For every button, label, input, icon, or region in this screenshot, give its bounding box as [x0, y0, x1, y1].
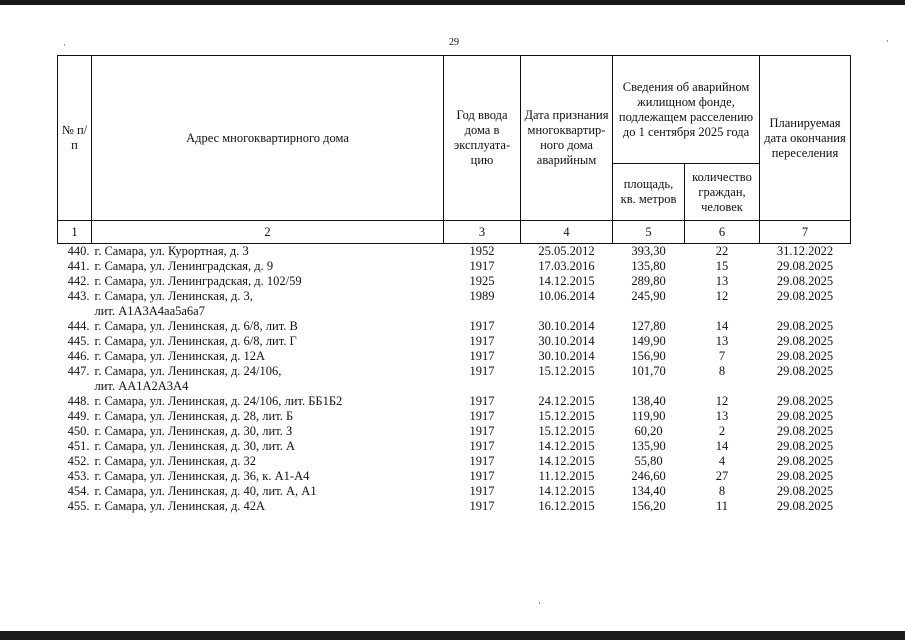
- header-area: площадь, кв. метров: [613, 164, 685, 221]
- row-people: 13: [715, 334, 729, 348]
- row-plan-date: 29.08.2025: [776, 349, 834, 363]
- row-date: 30.10.2014: [538, 319, 595, 333]
- row-number: 442.: [67, 274, 90, 288]
- row-year: 1917: [469, 364, 495, 378]
- row-address: [92, 289, 444, 319]
- table-row: [58, 469, 851, 484]
- row-number: 445.: [67, 334, 90, 348]
- row-year: 1917: [469, 394, 495, 408]
- row-people: 14: [715, 319, 729, 333]
- row-people: 27: [715, 469, 729, 483]
- table-row: [58, 499, 851, 514]
- bottom-scan-border: [0, 631, 905, 640]
- row-area: 127,80: [631, 319, 666, 333]
- scan-speck-right: ·: [886, 36, 889, 46]
- table-row: [58, 439, 851, 454]
- row-date: 16.12.2015: [538, 499, 595, 513]
- row-year: 1989: [469, 289, 495, 303]
- column-number: 1: [58, 221, 92, 244]
- row-plan-date: 31.12.2022: [776, 244, 834, 258]
- row-year: 1917: [469, 484, 495, 498]
- row-year: 1917: [469, 454, 495, 468]
- row-number: 440.: [67, 244, 90, 258]
- row-year: 1925: [469, 274, 495, 288]
- header-date: Дата признания многоквартир-ного дома аварийным: [521, 56, 613, 221]
- row-plan-date: 29.08.2025: [776, 409, 834, 423]
- row-area: 138,40: [631, 394, 666, 408]
- row-number: 450.: [67, 424, 90, 438]
- row-area: 55,80: [634, 454, 663, 468]
- row-address: г. Самара, ул. Ленинградская, д. 102/59: [94, 274, 302, 288]
- row-year: 1917: [469, 334, 495, 348]
- row-people: 13: [715, 274, 729, 288]
- row-address: г. Самара, ул. Ленинская, д. 36, к. А1-А4: [94, 469, 310, 483]
- row-plan-date: 29.08.2025: [776, 439, 834, 453]
- table-row: [58, 484, 851, 499]
- row-address: г. Самара, ул. Ленинская, д. 30, лит. З: [94, 424, 293, 438]
- row-address: г. Самара, ул. Ленинская, д. 24/106, лит. ББ1Б2: [94, 394, 343, 408]
- row-address: г. Самара, ул. Ленинская, д. 30, лит. А: [94, 439, 296, 453]
- row-number: 448.: [67, 394, 90, 408]
- top-scan-border: [0, 0, 905, 5]
- row-date: 25.05.2012: [538, 244, 595, 258]
- row-number: 451.: [67, 439, 90, 453]
- row-area: 60,20: [634, 424, 663, 438]
- row-people: 8: [718, 364, 726, 378]
- row-people: 13: [715, 409, 729, 423]
- table-row: [58, 454, 851, 469]
- row-people: 8: [718, 484, 726, 498]
- row-plan-date: 29.08.2025: [776, 289, 834, 303]
- row-date: 14.12.2015: [538, 454, 595, 468]
- row-number: 447.: [67, 364, 90, 378]
- row-year: 1917: [469, 439, 495, 453]
- table-row: [58, 349, 851, 364]
- row-year: 1952: [469, 244, 495, 258]
- row-address: г. Самара, ул. Ленинская, д. 12А: [94, 349, 266, 363]
- column-number: 3: [444, 221, 521, 244]
- row-plan-date: 29.08.2025: [776, 319, 834, 333]
- row-address-line: г. Самара, ул. Ленинская, д. 3,: [94, 289, 253, 303]
- row-date: 14.12.2015: [538, 439, 595, 453]
- row-year: 1917: [469, 424, 495, 438]
- table-row: [58, 334, 851, 349]
- row-address: г. Самара, ул. Ленинская, д. 42А: [94, 499, 266, 513]
- row-address-line: г. Самара, ул. Ленинская, д. 24/106,: [94, 364, 282, 378]
- row-date: 11.12.2015: [538, 469, 595, 483]
- table-row: [58, 424, 851, 439]
- row-number: 454.: [67, 484, 90, 498]
- column-number: 4: [521, 221, 613, 244]
- row-plan-date: 29.08.2025: [776, 394, 834, 408]
- row-date: 17.03.2016: [538, 259, 595, 273]
- row-date: 30.10.2014: [538, 334, 595, 348]
- row-address-line: лит. А1А3А4аа5а6а7: [94, 304, 205, 318]
- row-area: 289,80: [631, 274, 666, 288]
- row-address: г. Самара, ул. Ленинская, д. 40, лит. А, А1: [94, 484, 317, 498]
- row-year: 1917: [469, 469, 495, 483]
- row-date: 15.12.2015: [538, 424, 595, 438]
- header-num: № п/п: [58, 56, 92, 221]
- row-people: 7: [718, 349, 726, 363]
- row-people: 12: [715, 289, 729, 303]
- row-year: 1917: [469, 499, 495, 513]
- column-number: 5: [613, 221, 685, 244]
- row-address: г. Самара, ул. Ленинская, д. 28, лит. Б: [94, 409, 294, 423]
- row-address: [92, 364, 444, 394]
- row-number: 455.: [67, 499, 90, 513]
- row-plan-date: 29.08.2025: [776, 484, 834, 498]
- row-date: 14.12.2015: [538, 274, 595, 288]
- header-plan: Планируемая дата окончания переселения: [760, 56, 851, 221]
- table-row: [58, 244, 851, 260]
- page-number: 29: [449, 37, 459, 48]
- row-people: 15: [715, 259, 729, 273]
- row-people: 4: [718, 454, 726, 468]
- scan-speck-left: ·: [63, 40, 66, 50]
- header-people: количество граждан, человек: [685, 164, 760, 221]
- row-year: 1917: [469, 349, 495, 363]
- row-area: 119,90: [631, 409, 666, 423]
- table-row: [58, 319, 851, 334]
- row-plan-date: 29.08.2025: [776, 259, 834, 273]
- row-number: 449.: [67, 409, 90, 423]
- row-area: 156,20: [631, 499, 666, 513]
- header-fund-group: Сведения об аварийном жилищном фонде, подлежащем расселению до 1 сентября 2025 года: [613, 56, 760, 164]
- row-date: 10.06.2014: [538, 289, 595, 303]
- row-date: 24.12.2015: [538, 394, 595, 408]
- row-number: 452.: [67, 454, 90, 468]
- header-year: Год ввода дома в эксплуата-цию: [444, 56, 521, 221]
- row-date: 30.10.2014: [538, 349, 595, 363]
- row-people: 2: [718, 424, 726, 438]
- row-plan-date: 29.08.2025: [776, 364, 834, 378]
- row-people: 11: [715, 499, 729, 513]
- row-area: 246,60: [631, 469, 666, 483]
- row-address: г. Самара, ул. Ленинская, д. 6/8, лит. Г: [94, 334, 297, 348]
- row-year: 1917: [469, 409, 495, 423]
- row-number: 441.: [67, 259, 90, 273]
- table-row: [58, 259, 851, 274]
- row-year: 1917: [469, 319, 495, 333]
- row-plan-date: 29.08.2025: [776, 499, 834, 513]
- column-number-row: [58, 221, 851, 244]
- row-plan-date: 29.08.2025: [776, 454, 834, 468]
- row-area: 156,90: [631, 349, 666, 363]
- column-number: 2: [92, 221, 444, 244]
- row-number: 443.: [67, 289, 90, 303]
- row-people: 22: [715, 244, 729, 258]
- row-plan-date: 29.08.2025: [776, 334, 834, 348]
- row-date: 14.12.2015: [538, 484, 595, 498]
- row-area: 135,80: [631, 259, 666, 273]
- scan-speck-bottom: ·: [538, 598, 541, 608]
- row-date: 15.12.2015: [538, 364, 595, 378]
- row-plan-date: 29.08.2025: [776, 424, 834, 438]
- row-date: 15.12.2015: [538, 409, 595, 423]
- table-row: [58, 364, 851, 394]
- emergency-housing-table: [57, 55, 851, 514]
- row-area: 245,90: [631, 289, 666, 303]
- row-number: 446.: [67, 349, 90, 363]
- row-address-line: лит. АА1А2А3А4: [94, 379, 189, 393]
- table-row: [58, 274, 851, 289]
- row-address: г. Самара, ул. Курортная, д. 3: [94, 244, 249, 258]
- row-address: г. Самара, ул. Ленинская, д. 32: [94, 454, 257, 468]
- row-plan-date: 29.08.2025: [776, 469, 834, 483]
- row-area: 149,90: [631, 334, 666, 348]
- column-number: 7: [760, 221, 851, 244]
- row-plan-date: 29.08.2025: [776, 274, 834, 288]
- row-year: 1917: [469, 259, 495, 273]
- row-area: 135,90: [631, 439, 666, 453]
- header-address: Адрес многоквартирного дома: [92, 56, 444, 221]
- column-number: 6: [685, 221, 760, 244]
- row-number: 444.: [67, 319, 90, 333]
- row-area: 393,30: [631, 244, 666, 258]
- table-row: [58, 394, 851, 409]
- table-row: [58, 409, 851, 424]
- row-people: 12: [715, 394, 729, 408]
- row-area: 134,40: [631, 484, 666, 498]
- row-address: г. Самара, ул. Ленинская, д. 6/8, лит. В: [94, 319, 298, 333]
- row-number: 453.: [67, 469, 90, 483]
- row-people: 14: [715, 439, 729, 453]
- row-area: 101,70: [631, 364, 666, 378]
- row-address: г. Самара, ул. Ленинградская, д. 9: [94, 259, 274, 273]
- table-row: [58, 289, 851, 319]
